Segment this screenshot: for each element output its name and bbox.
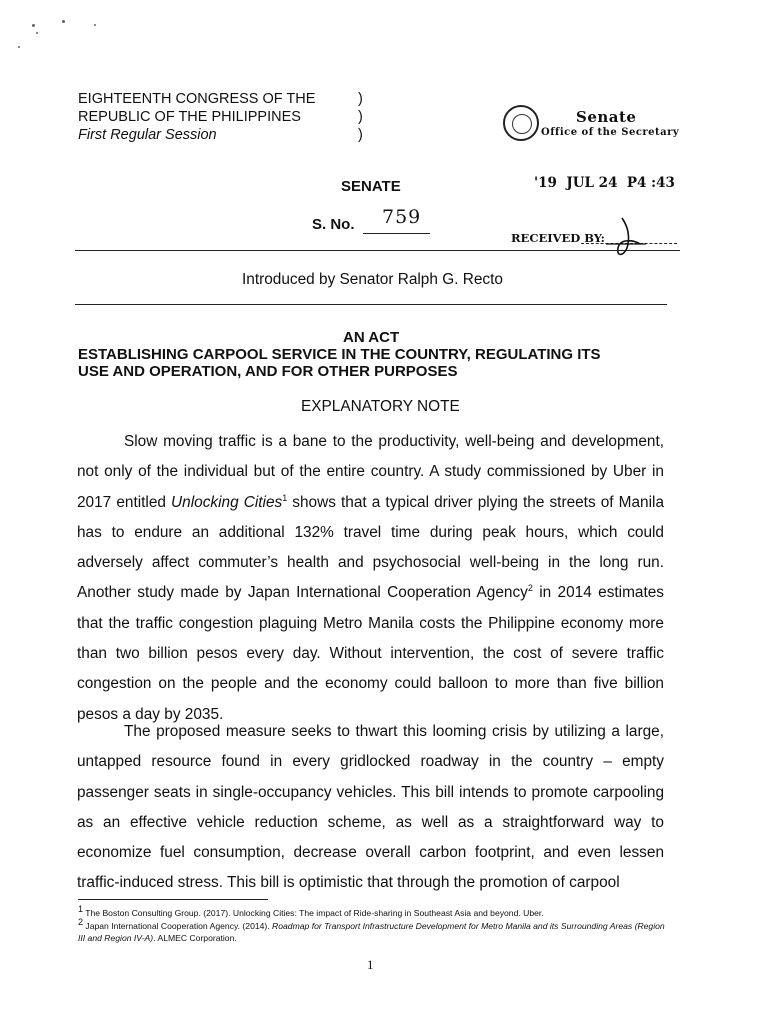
p1-text: in 2014 estimates that the traffic congestion plaguing Metro Manila costs the Philippine economy more than two billion pesos every day. Without intervention, the cost of severe traffic congestion on the people and the economy could balloon to more than five billion pesos a day by 2035. xyxy=(77,584,664,723)
body-paragraph-1 xyxy=(77,427,664,730)
congress-line-1: EIGHTEENTH CONGRESS OF THE xyxy=(78,91,316,107)
paren: ) xyxy=(358,109,363,125)
congress-line-2: REPUBLIC OF THE PHILIPPINES xyxy=(78,109,301,125)
bill-title-line-1: ESTABLISHING CARPOOL SERVICE IN THE COUNTRY, REGULATING ITS xyxy=(78,346,601,363)
signature-icon xyxy=(600,214,650,262)
stamp-senate-label: Senate xyxy=(576,108,637,126)
footnote-separator xyxy=(78,899,268,900)
bill-number: 759 xyxy=(382,206,422,228)
chamber-heading: SENATE xyxy=(341,178,401,195)
act-heading: AN ACT xyxy=(343,329,400,346)
footnote-2-title: Roadmap for Transport Infrastructure Development for Metro Manila and its Surrounding Areas (Region III and Region IV-A) xyxy=(78,921,665,943)
header-rule xyxy=(75,250,680,251)
paren: ) xyxy=(358,127,363,143)
scan-speck xyxy=(18,46,20,48)
footnote-1 xyxy=(78,904,668,919)
stamp-office-label: Office of the Secretary xyxy=(541,127,680,138)
footnote-2-number: 2 xyxy=(78,917,84,928)
scan-speck xyxy=(36,32,38,34)
received-by-label: RECEIVED BY: xyxy=(511,231,605,245)
footnote-2 xyxy=(78,917,666,944)
bill-number-label: S. No. xyxy=(312,216,355,233)
introduced-by: Introduced by Senator Ralph G. Recto xyxy=(242,271,503,288)
page-number: 1 xyxy=(367,957,374,972)
footnote-1-number: 1 xyxy=(78,904,84,915)
footnote-ref-1[interactable]: 1 xyxy=(282,492,288,503)
body-paragraph-2: The proposed measure seeks to thwart this looming crisis by utilizing a large, untapped resource found in every gridlocked roadway in the country – empty passenger seats in single-occupancy vehicles. This bill intends to promote carpooling as an effective vehicle reduction scheme, as well as a straightforward way to economize fuel consumption, decrease overall carbon footprint, and even lessen traffic-induced stress. This bill is optimistic that through the promotion of carpool xyxy=(77,723,664,892)
p1-cited-title: Unlocking Cities xyxy=(171,493,283,511)
bill-number-underline xyxy=(363,233,430,234)
footnote-1-text: The Boston Consulting Group. (2017). Unlocking Cities: The impact of Ride-sharing in Southeast Asia and beyond. Uber. xyxy=(85,908,544,918)
stamp-datetime: '19 JUL 24 P4 :43 xyxy=(534,175,675,191)
intro-rule xyxy=(75,304,667,305)
bill-title-line-2: USE AND OPERATION, AND FOR OTHER PURPOSES xyxy=(78,363,458,380)
p1-text: shows that a typical driver plying the streets of Manila has to endure an additional 132% travel time during peak hours, which could adversely affect commuter’s health and psychosocial well-being in the long run. Another study made by Japan International Cooperation Agency xyxy=(77,493,664,602)
footnote-2-text: Japan International Cooperation Agency. (2014). xyxy=(85,921,273,931)
footnote-ref-2[interactable]: 2 xyxy=(527,583,533,594)
paren: ) xyxy=(358,91,363,107)
p1-text: Slow moving traffic is a bane to the productivity, well-being and development, not only of the individual but of the entire country. A study commissioned by Uber in 2017 entitled xyxy=(77,433,664,511)
explanatory-note-heading: EXPLANATORY NOTE xyxy=(301,398,460,415)
scan-speck xyxy=(32,24,35,27)
session-line: First Regular Session xyxy=(78,127,217,143)
senate-seal-icon xyxy=(503,105,539,141)
scan-speck xyxy=(62,20,65,23)
scan-speck xyxy=(94,24,96,26)
footnote-2-text: . ALMEC Corporation. xyxy=(153,933,237,943)
